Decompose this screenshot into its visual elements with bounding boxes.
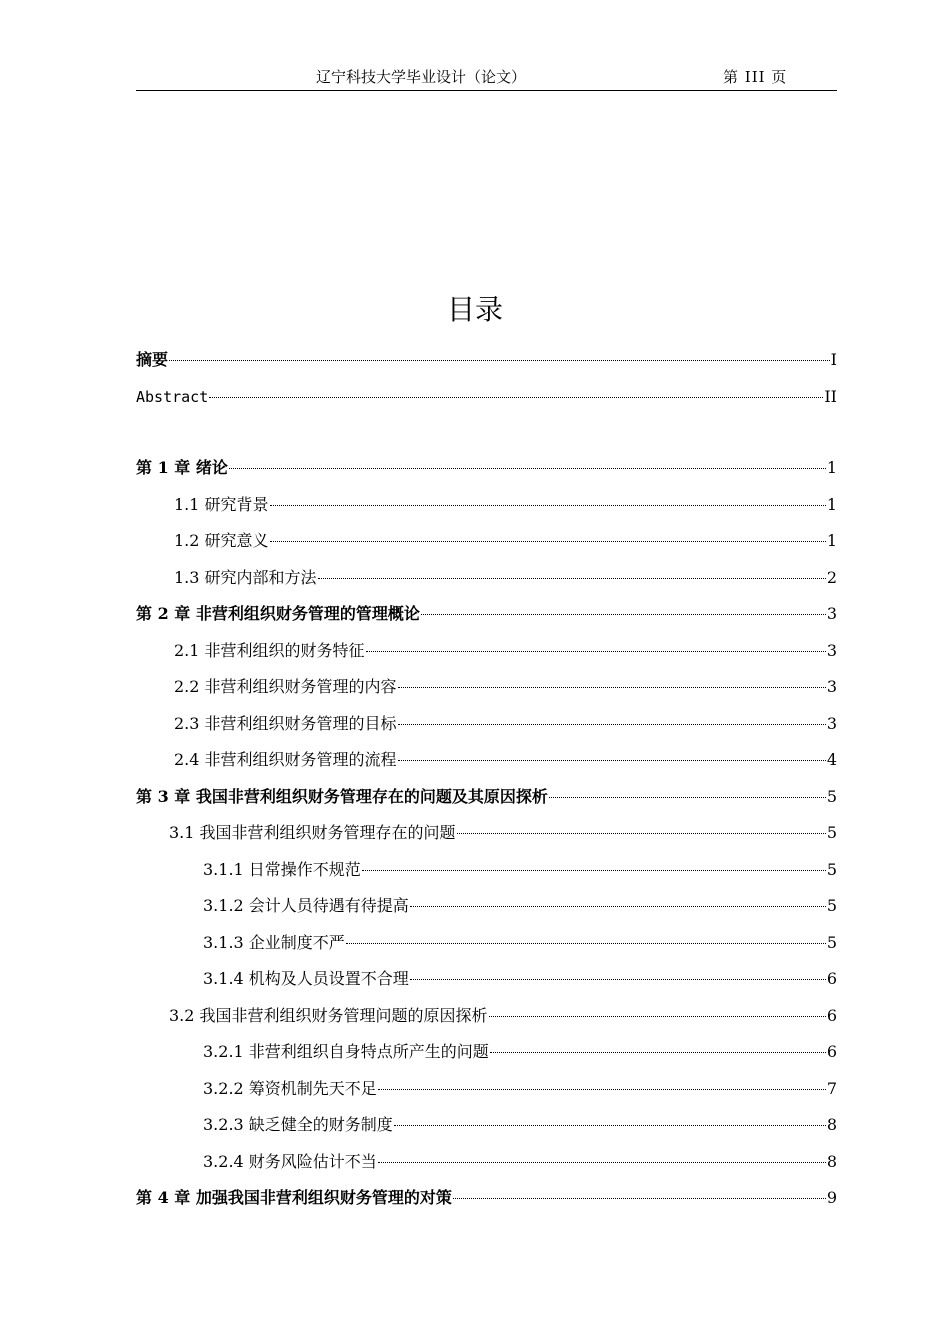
toc-entry-1-2[interactable] bbox=[174, 527, 837, 555]
toc-entry-page: I bbox=[830, 350, 837, 369]
toc-entry-label: 1.3 研究内部和方法 bbox=[174, 568, 317, 587]
toc-leader-dots bbox=[378, 1089, 826, 1090]
toc-leader-dots bbox=[270, 541, 826, 542]
toc-leader-dots bbox=[421, 614, 826, 615]
toc-entry-label: 1.1 研究背景 bbox=[174, 495, 269, 514]
toc-entry-3-1-4[interactable] bbox=[203, 965, 837, 993]
toc-entry-1-3[interactable] bbox=[174, 564, 837, 592]
toc-entry-label: 2.3 非营利组织财务管理的目标 bbox=[174, 714, 397, 733]
toc-entry-page: 1 bbox=[826, 458, 837, 477]
toc-entry-3-2-2[interactable] bbox=[203, 1075, 837, 1103]
toc-entry-page: 5 bbox=[826, 787, 837, 806]
toc-entry-2-4[interactable] bbox=[174, 746, 837, 774]
toc-leader-dots bbox=[209, 397, 823, 398]
toc-entry-page: 7 bbox=[826, 1079, 837, 1098]
toc-entry-chapter-3[interactable] bbox=[136, 783, 837, 811]
toc-entry-3-2-1[interactable] bbox=[203, 1038, 837, 1066]
toc-entry-chapter-1[interactable] bbox=[136, 454, 837, 482]
toc-entry-3-2-4[interactable] bbox=[203, 1148, 837, 1176]
toc-entry-label: 1.2 研究意义 bbox=[174, 531, 269, 550]
toc-entry-3-1-1[interactable] bbox=[203, 856, 837, 884]
toc-entry-page: 3 bbox=[826, 604, 837, 623]
toc-entry-label: 第 1 章 绪论 bbox=[136, 458, 228, 477]
toc-entry-2-1[interactable] bbox=[174, 637, 837, 665]
toc-leader-dots bbox=[489, 1016, 826, 1017]
toc-entry-page: 6 bbox=[826, 1006, 837, 1025]
toc-entry-3-1-2[interactable] bbox=[203, 892, 837, 920]
toc-entry-page: 3 bbox=[826, 641, 837, 660]
toc-leader-dots bbox=[394, 1125, 826, 1126]
toc-entry-label: 3.2.4 财务风险估计不当 bbox=[203, 1152, 377, 1171]
toc-entry-label: 3.1.1 日常操作不规范 bbox=[203, 860, 361, 879]
toc-entry-page: 3 bbox=[826, 714, 837, 733]
toc-entry-page: II bbox=[824, 387, 837, 406]
toc-entry-chapter-2[interactable] bbox=[136, 600, 837, 628]
toc-entry-page: 3 bbox=[826, 677, 837, 696]
toc-entry-label: 3.2.2 筹资机制先天不足 bbox=[203, 1079, 377, 1098]
toc-entry-label: 第 4 章 加强我国非营利组织财务管理的对策 bbox=[136, 1188, 452, 1207]
toc-leader-dots bbox=[362, 870, 826, 871]
toc-leader-dots bbox=[410, 906, 826, 907]
toc-entry-label: 3.2 我国非营利组织财务管理问题的原因探析 bbox=[169, 1006, 488, 1025]
toc-leader-dots bbox=[169, 360, 830, 361]
toc-entry-page: 2 bbox=[826, 568, 837, 587]
toc-entry-label: 3.1.3 企业制度不严 bbox=[203, 933, 345, 952]
toc-entry-label: 第 2 章 非营利组织财务管理的管理概论 bbox=[136, 604, 420, 623]
toc-entry-page: 5 bbox=[826, 860, 837, 879]
toc-entry-page: 9 bbox=[826, 1188, 837, 1207]
toc-entry-3-2[interactable] bbox=[169, 1002, 837, 1030]
toc-leader-dots bbox=[366, 651, 826, 652]
toc-entry-label: 2.1 非营利组织的财务特征 bbox=[174, 641, 365, 660]
toc-entry-3-1-3[interactable] bbox=[203, 929, 837, 957]
toc-entry-page: 4 bbox=[826, 750, 837, 769]
toc-entry-label: 3.1.4 机构及人员设置不合理 bbox=[203, 969, 409, 988]
toc-entry-abstract-cn[interactable] bbox=[136, 346, 837, 374]
toc-entry-1-1[interactable] bbox=[174, 491, 837, 519]
toc-leader-dots bbox=[398, 687, 826, 688]
toc-entry-2-2[interactable] bbox=[174, 673, 837, 701]
header-title: 辽宁科技大学毕业设计（论文） bbox=[316, 68, 527, 86]
toc-leader-dots bbox=[490, 1052, 826, 1053]
toc-leader-dots bbox=[270, 505, 826, 506]
toc-leader-dots bbox=[549, 797, 826, 798]
toc-entry-page: 6 bbox=[826, 1042, 837, 1061]
toc-entry-label: 2.2 非营利组织财务管理的内容 bbox=[174, 677, 397, 696]
toc-entry-label: 3.2.1 非营利组织自身特点所产生的问题 bbox=[203, 1042, 489, 1061]
toc-entry-page: 1 bbox=[826, 495, 837, 514]
toc-entry-label: Abstract bbox=[136, 388, 209, 406]
toc-entry-page: 5 bbox=[826, 896, 837, 915]
toc-leader-dots bbox=[398, 760, 826, 761]
toc-entry-label: 2.4 非营利组织财务管理的流程 bbox=[174, 750, 397, 769]
toc-entry-page: 1 bbox=[826, 531, 837, 550]
toc-entry-page: 5 bbox=[826, 823, 837, 842]
toc-entry-label: 3.1 我国非营利组织财务管理存在的问题 bbox=[169, 823, 456, 842]
toc-leader-dots bbox=[398, 724, 826, 725]
toc-entry-abstract-en[interactable] bbox=[136, 383, 837, 411]
toc-entry-3-1[interactable] bbox=[169, 819, 837, 847]
toc-entry-page: 6 bbox=[826, 969, 837, 988]
toc-leader-dots bbox=[410, 979, 826, 980]
toc-entry-chapter-4[interactable] bbox=[136, 1184, 837, 1212]
toc-leader-dots bbox=[229, 468, 826, 469]
toc-entry-label: 3.1.2 会计人员待遇有待提高 bbox=[203, 896, 409, 915]
toc-leader-dots bbox=[378, 1162, 826, 1163]
toc-entry-2-3[interactable] bbox=[174, 710, 837, 738]
header-page-number: 第 III 页 bbox=[723, 68, 788, 86]
toc-leader-dots bbox=[346, 943, 826, 944]
toc-entry-page: 8 bbox=[826, 1115, 837, 1134]
toc-entry-label: 摘要 bbox=[136, 350, 169, 369]
toc-entry-label: 3.2.3 缺乏健全的财务制度 bbox=[203, 1115, 393, 1134]
toc-leader-dots bbox=[453, 1198, 826, 1199]
page-header bbox=[136, 64, 837, 91]
toc-entry-page: 5 bbox=[826, 933, 837, 952]
toc-title: 目录 bbox=[446, 293, 503, 326]
toc-leader-dots bbox=[318, 578, 826, 579]
toc-entry-page: 8 bbox=[826, 1152, 837, 1171]
toc-entry-label: 第 3 章 我国非营利组织财务管理存在的问题及其原因探析 bbox=[136, 787, 548, 806]
toc-entry-3-2-3[interactable] bbox=[203, 1111, 837, 1139]
toc-leader-dots bbox=[457, 833, 826, 834]
